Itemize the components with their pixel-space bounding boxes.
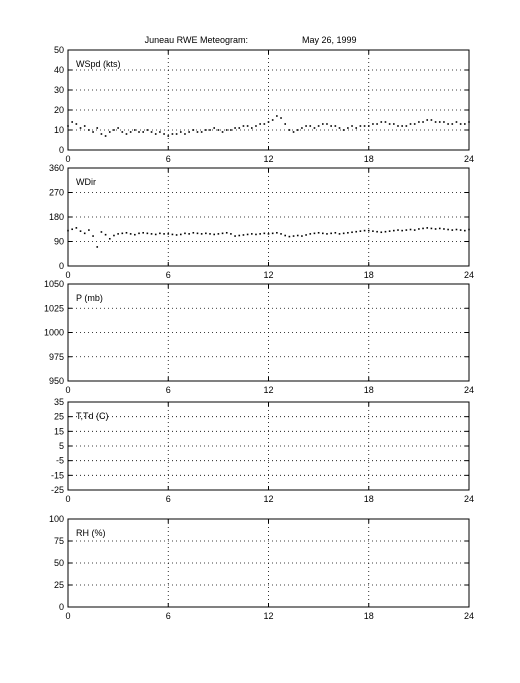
panel-label: WSpd (kts) (76, 59, 121, 69)
data-point (376, 123, 378, 125)
data-point (167, 135, 169, 137)
y-tick-label: 100 (48, 514, 64, 524)
data-point (264, 123, 266, 125)
data-point (380, 231, 382, 233)
figure-title-date: May 26, 1999 (302, 35, 357, 45)
data-point (184, 133, 186, 135)
data-point (443, 121, 445, 123)
data-point (255, 125, 257, 127)
data-point (88, 129, 90, 131)
data-point (272, 119, 274, 121)
data-point (163, 133, 165, 135)
data-point (197, 233, 199, 235)
data-point (238, 127, 240, 129)
data-point (401, 125, 403, 127)
y-tick-label: 1025 (43, 303, 64, 314)
data-point (159, 233, 161, 235)
data-point (464, 123, 466, 125)
data-point (447, 229, 449, 231)
y-tick-label: 975 (48, 351, 64, 362)
data-point (447, 123, 449, 125)
data-point (280, 117, 282, 119)
data-point (268, 121, 270, 123)
data-point (347, 127, 349, 129)
data-point (372, 123, 374, 125)
data-point (213, 127, 215, 129)
data-point (314, 233, 316, 235)
data-point (76, 123, 78, 125)
data-point (293, 131, 295, 133)
data-point (80, 127, 82, 129)
data-point (109, 238, 111, 240)
data-point (130, 131, 132, 133)
data-point (184, 233, 186, 235)
data-point (71, 228, 73, 230)
data-point (460, 229, 462, 231)
y-tick-label: 0 (58, 145, 64, 155)
x-tick-label: 18 (363, 270, 374, 280)
data-point (326, 123, 328, 125)
data-point (439, 228, 441, 230)
data-point (209, 233, 211, 235)
y-tick-label: 1000 (43, 327, 64, 338)
data-point (230, 233, 232, 235)
data-point (276, 115, 278, 117)
data-point (305, 234, 307, 236)
data-point (126, 133, 128, 135)
data-point (176, 234, 178, 236)
data-point (226, 232, 228, 234)
y-tick-label: 50 (53, 558, 64, 568)
data-point (335, 125, 337, 127)
data-point (76, 227, 78, 229)
data-point (155, 234, 157, 236)
y-tick-label: 35 (53, 397, 64, 407)
data-point (84, 233, 86, 235)
y-tick-label: -5 (55, 455, 64, 466)
y-tick-label: 5 (58, 441, 64, 451)
data-point (435, 228, 437, 230)
data-point (122, 131, 124, 133)
y-tick-label: 30 (53, 85, 64, 95)
data-point (309, 125, 311, 127)
x-tick-label: 0 (65, 270, 71, 280)
x-tick-label: 18 (363, 611, 374, 621)
x-tick-label: 6 (165, 154, 171, 164)
data-point (209, 129, 211, 131)
data-point (197, 131, 199, 133)
data-point (414, 123, 416, 125)
y-tick-label: 40 (53, 65, 64, 75)
data-point (147, 129, 149, 131)
data-point (138, 233, 140, 235)
data-point (301, 127, 303, 129)
data-point (335, 232, 337, 234)
data-point (289, 236, 291, 238)
data-point (351, 125, 353, 127)
data-point (451, 123, 453, 125)
data-point (101, 133, 103, 135)
data-point (138, 131, 140, 133)
data-point (167, 233, 169, 235)
data-point (264, 233, 266, 235)
data-point (297, 235, 299, 237)
data-point (355, 231, 357, 233)
y-tick-label: 75 (53, 536, 64, 546)
data-point (343, 233, 345, 235)
data-point (426, 119, 428, 121)
data-point (255, 234, 257, 236)
data-point (180, 234, 182, 236)
data-point (456, 229, 458, 231)
x-tick-label: 12 (263, 611, 274, 621)
data-point (243, 234, 245, 236)
data-point (130, 233, 132, 235)
data-point (238, 235, 240, 237)
y-tick-label: 0 (58, 602, 64, 612)
data-point (401, 230, 403, 232)
data-point (372, 230, 374, 232)
data-point (456, 121, 458, 123)
data-point (410, 123, 412, 125)
data-point (188, 233, 190, 235)
data-point (101, 231, 103, 233)
data-point (109, 131, 111, 133)
data-point (96, 127, 98, 129)
data-point (406, 229, 408, 231)
data-point (422, 228, 424, 230)
data-point (134, 129, 136, 131)
data-point (309, 233, 311, 235)
data-point (92, 235, 94, 237)
data-point (406, 125, 408, 127)
data-point (155, 133, 157, 135)
panels (44, 45, 474, 621)
data-point (122, 233, 124, 235)
x-tick-label: 12 (263, 154, 274, 164)
data-point (284, 123, 286, 125)
data-point (159, 131, 161, 133)
figure-title-station: Juneau RWE Meteogram: (144, 35, 248, 45)
data-point (105, 234, 107, 236)
data-point (126, 232, 128, 234)
data-point (172, 133, 174, 135)
data-point (259, 123, 261, 125)
data-point (451, 229, 453, 231)
x-tick-label: 6 (165, 385, 171, 395)
data-point (339, 127, 341, 129)
x-tick-label: 18 (363, 494, 374, 504)
y-tick-label: 10 (53, 125, 64, 135)
data-point (247, 234, 249, 236)
panel-label: RH (%) (76, 528, 106, 538)
data-point (88, 229, 90, 231)
data-point (301, 235, 303, 237)
data-point (234, 235, 236, 237)
data-point (305, 125, 307, 127)
data-point (393, 123, 395, 125)
panel-3 (51, 397, 474, 504)
data-point (389, 123, 391, 125)
data-point (163, 233, 165, 235)
data-point (251, 127, 253, 129)
panel-0 (54, 45, 474, 164)
data-point (205, 129, 207, 131)
x-tick-label: 0 (65, 154, 71, 164)
data-point (460, 123, 462, 125)
data-point (443, 228, 445, 230)
data-point (247, 125, 249, 127)
data-point (134, 234, 136, 236)
y-tick-label: 50 (53, 45, 64, 55)
data-point (188, 131, 190, 133)
data-point (71, 121, 73, 123)
x-tick-label: 6 (165, 494, 171, 504)
data-point (347, 232, 349, 234)
data-point (431, 119, 433, 121)
data-point (355, 127, 357, 129)
data-point (193, 232, 195, 234)
data-point (410, 229, 412, 231)
x-tick-label: 24 (463, 154, 475, 164)
data-point (422, 121, 424, 123)
x-tick-label: 12 (263, 385, 274, 395)
data-point (201, 233, 203, 235)
data-point (243, 125, 245, 127)
data-point (385, 121, 387, 123)
data-point (364, 230, 366, 232)
y-tick-label: 15 (53, 426, 64, 437)
data-point (360, 125, 362, 127)
data-point (222, 233, 224, 235)
data-point (284, 235, 286, 237)
panel-label: P (mb) (76, 293, 103, 303)
data-point (105, 135, 107, 137)
data-point (151, 233, 153, 235)
data-point (151, 131, 153, 133)
data-point (213, 234, 215, 236)
data-point (431, 228, 433, 230)
data-point (222, 131, 224, 133)
data-point (364, 125, 366, 127)
data-point (368, 230, 370, 232)
data-point (180, 131, 182, 133)
data-point (297, 129, 299, 131)
data-point (330, 233, 332, 235)
panel-label: T,Td (C) (76, 411, 109, 421)
data-point (380, 121, 382, 123)
data-point (376, 231, 378, 233)
x-tick-label: 0 (65, 494, 71, 504)
data-point (272, 233, 274, 235)
y-tick-label: -25 (50, 485, 64, 495)
y-tick-label: 270 (48, 187, 64, 198)
data-point (193, 129, 195, 131)
panel-label: WDir (76, 177, 96, 187)
data-point (113, 129, 115, 131)
data-point (360, 230, 362, 232)
y-tick-label: 0 (58, 261, 64, 271)
x-tick-label: 12 (263, 270, 274, 280)
data-point (84, 125, 86, 127)
data-point (435, 121, 437, 123)
data-point (293, 235, 295, 237)
y-tick-label: 90 (53, 236, 64, 247)
data-point (418, 228, 420, 230)
data-point (397, 125, 399, 127)
data-point (117, 127, 119, 129)
data-point (218, 129, 220, 131)
data-point (113, 235, 115, 237)
data-point (397, 229, 399, 231)
data-point (80, 230, 82, 232)
data-point (414, 229, 416, 231)
data-point (251, 233, 253, 235)
data-point (339, 233, 341, 235)
data-point (176, 133, 178, 135)
panel-1 (49, 163, 474, 280)
y-tick-label: 25 (53, 580, 64, 590)
data-point (226, 129, 228, 131)
data-point (322, 233, 324, 235)
x-tick-label: 6 (165, 611, 171, 621)
y-tick-label: -15 (50, 470, 64, 481)
data-point (439, 121, 441, 123)
data-point (268, 233, 270, 235)
data-point (393, 230, 395, 232)
x-tick-label: 18 (363, 154, 374, 164)
data-point (418, 121, 420, 123)
data-point (117, 233, 119, 235)
panel-4 (49, 514, 474, 621)
panel-2 (44, 279, 474, 395)
data-point (142, 232, 144, 234)
data-point (326, 233, 328, 235)
data-point (280, 233, 282, 235)
data-point (201, 131, 203, 133)
y-tick-label: 180 (48, 212, 64, 222)
x-tick-label: 6 (165, 270, 171, 280)
data-point (142, 131, 144, 133)
data-point (322, 123, 324, 125)
x-tick-label: 24 (463, 385, 475, 395)
x-tick-label: 24 (463, 270, 475, 280)
data-point (318, 232, 320, 234)
data-point (230, 129, 232, 131)
data-point (318, 125, 320, 127)
data-point (289, 129, 291, 131)
x-tick-label: 24 (463, 611, 475, 621)
data-point (172, 234, 174, 236)
y-tick-label: 1050 (43, 279, 64, 289)
data-point (426, 227, 428, 229)
x-tick-label: 18 (363, 385, 374, 395)
data-point (314, 127, 316, 129)
data-point (96, 246, 98, 248)
y-tick-label: 25 (53, 411, 64, 422)
data-point (234, 127, 236, 129)
x-tick-label: 24 (463, 494, 475, 504)
y-tick-label: 950 (48, 376, 64, 386)
data-point (464, 230, 466, 232)
data-point (368, 125, 370, 127)
x-tick-label: 12 (263, 494, 274, 504)
data-point (218, 233, 220, 235)
data-point (389, 230, 391, 232)
data-point (92, 131, 94, 133)
data-point (147, 233, 149, 235)
y-tick-label: 20 (53, 105, 64, 115)
x-tick-label: 0 (65, 385, 71, 395)
y-tick-label: 360 (48, 163, 64, 173)
data-point (259, 233, 261, 235)
data-point (385, 231, 387, 233)
x-tick-label: 0 (65, 611, 71, 621)
data-point (351, 231, 353, 233)
data-point (205, 233, 207, 235)
data-point (343, 129, 345, 131)
data-point (276, 232, 278, 234)
data-point (330, 125, 332, 127)
